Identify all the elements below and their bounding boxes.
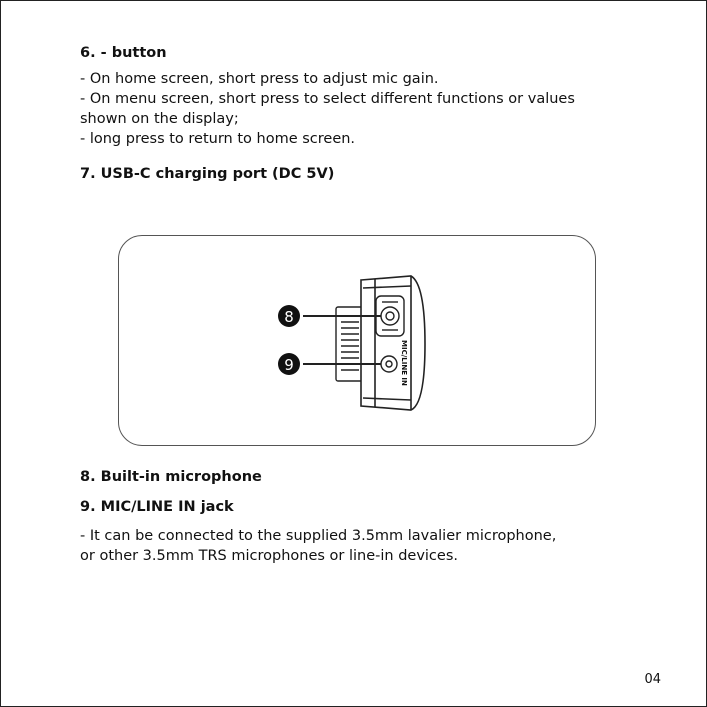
section-6-line-3: shown on the display; — [80, 111, 239, 127]
section-9-title: 9. MIC/LINE IN jack — [80, 499, 234, 515]
port-label: MIC/LINE IN — [400, 340, 408, 386]
section-7-title: 7. USB-C charging port (DC 5V) — [80, 166, 335, 182]
device-diagram — [118, 235, 596, 446]
callout-9-number: 9 — [284, 356, 294, 374]
section-6-line-1: - On home screen, short press to adjust mic gain. — [80, 71, 439, 87]
device-illustration — [119, 236, 597, 447]
section-9-line-1: - It can be connected to the supplied 3.5mm lavalier microphone, — [80, 528, 557, 544]
section-6-title: 6. - button — [80, 45, 167, 61]
callout-8-number: 8 — [284, 308, 294, 326]
callout-8-badge — [278, 305, 300, 327]
section-6-line-2: - On menu screen, short press to select different functions or values — [80, 91, 575, 107]
page-number: 04 — [644, 672, 661, 687]
mic-line-in-jack — [381, 356, 397, 372]
callout-9-badge — [278, 353, 300, 375]
section-8-title: 8. Built-in microphone — [80, 469, 262, 485]
section-9-line-2: or other 3.5mm TRS microphones or line-in devices. — [80, 548, 458, 564]
clip-drawing — [336, 307, 364, 381]
section-6-body — [80, 69, 575, 149]
section-9-body — [80, 526, 556, 566]
section-6-line-4: - long press to return to home screen. — [80, 131, 356, 147]
